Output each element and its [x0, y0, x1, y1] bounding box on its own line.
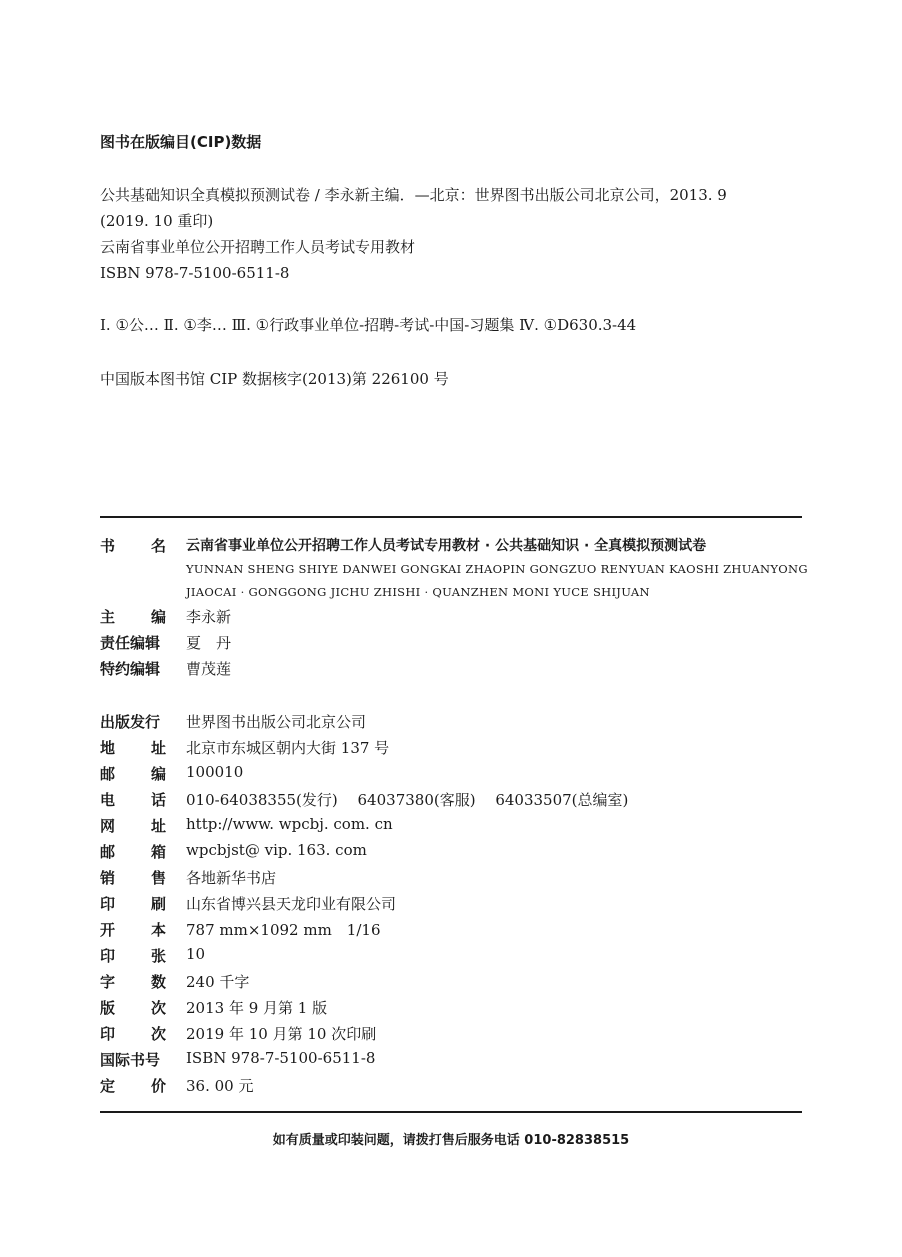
cip-title: 图书在版编目(CIP)数据 — [100, 133, 262, 151]
row-value: 10 — [186, 945, 206, 963]
row-value: ISBN 978-7-5100-6511-8 — [186, 1049, 376, 1067]
after-sales-note: 如有质量或印装问题，请拨打售后服务电话 010-82838515 — [272, 1133, 630, 1148]
row-label: 销 售 — [100, 869, 166, 887]
pinyin-title-line-2: JIAOCAI · GONGGONG JICHU ZHISHI · QUANZHEN MONI YUCE SHIJUAN — [186, 585, 650, 599]
row-value: 240 千字 — [186, 973, 250, 991]
row-label: 电 话 — [100, 791, 166, 809]
row-label: 印 张 — [100, 947, 166, 965]
row-value: 夏 丹 — [186, 634, 232, 652]
row-value: 36. 00 元 — [186, 1077, 254, 1095]
cip-line: 云南省事业单位公开招聘工作人员考试专用教材 — [100, 238, 416, 256]
pinyin-title-line-1: YUNNAN SHENG SHIYE DANWEI GONGKAI ZHAOPIN GONGZUO RENYUAN KAOSHI ZHUANYONG — [186, 562, 808, 576]
row-label: 责任编辑 — [100, 634, 161, 652]
row-label: 印 刷 — [100, 895, 166, 913]
row-label: 出版发行 — [100, 713, 161, 731]
row-value: 世界图书出版公司北京公司 — [186, 713, 367, 731]
row-label: 邮 编 — [100, 765, 166, 783]
row-value: 010-64038355(发行) 64037380(客服) 64033507(总编室) — [186, 791, 629, 809]
row-value: 100010 — [186, 763, 244, 781]
row-label: 网 址 — [100, 817, 166, 835]
row-value: 曹茂莲 — [186, 660, 232, 678]
row-label: 版 次 — [100, 999, 166, 1017]
row-value: 李永新 — [186, 608, 232, 626]
cip-description — [100, 182, 810, 286]
row-label: 字 数 — [100, 973, 166, 991]
row-value: 787 mm×1092 mm 1/16 — [186, 921, 381, 939]
row-label: 定 价 — [100, 1077, 166, 1095]
cip-line: 公共基础知识全真模拟预测试卷 / 李永新主编．—北京：世界图书出版公司北京公司，2013. 9 — [100, 186, 727, 204]
book-title: 云南省事业单位公开招聘工作人员考试专用教材 · 公共基础知识 · 全真模拟预测试卷 — [186, 538, 707, 554]
row-value: http://www. wpcbj. com. cn — [186, 815, 393, 833]
cip-classification: Ⅰ. ①公… Ⅱ. ①李… Ⅲ. ①行政事业单位-招聘-考试-中国-习题集 Ⅳ. ①D630.3-44 — [100, 316, 637, 334]
row-value: 2013 年 9 月第 1 版 — [186, 999, 328, 1017]
row-label: 地 址 — [100, 739, 166, 757]
row-value: 2019 年 10 月第 10 次印刷 — [186, 1025, 377, 1043]
bottom-divider — [100, 1111, 802, 1113]
cip-record-number: 中国版本图书馆 CIP 数据核字(2013)第 226100 号 — [100, 370, 449, 388]
row-label: 书 名 — [100, 537, 166, 555]
row-label: 主 编 — [100, 608, 166, 626]
row-value: 山东省博兴县天龙印业有限公司 — [186, 895, 397, 913]
row-label: 印 次 — [100, 1025, 166, 1043]
row-value: wpcbjst@ vip. 163. com — [186, 841, 367, 859]
cip-line: (2019. 10 重印) — [100, 212, 214, 230]
row-value: 北京市东城区朝内大街 137 号 — [186, 739, 390, 757]
row-label: 国际书号 — [100, 1051, 161, 1069]
row-label: 开 本 — [100, 921, 166, 939]
row-label: 邮 箱 — [100, 843, 166, 861]
cip-line: ISBN 978-7-5100-6511-8 — [100, 264, 290, 282]
row-label: 特约编辑 — [100, 660, 161, 678]
top-divider — [100, 516, 802, 518]
row-value: 各地新华书店 — [186, 869, 277, 887]
